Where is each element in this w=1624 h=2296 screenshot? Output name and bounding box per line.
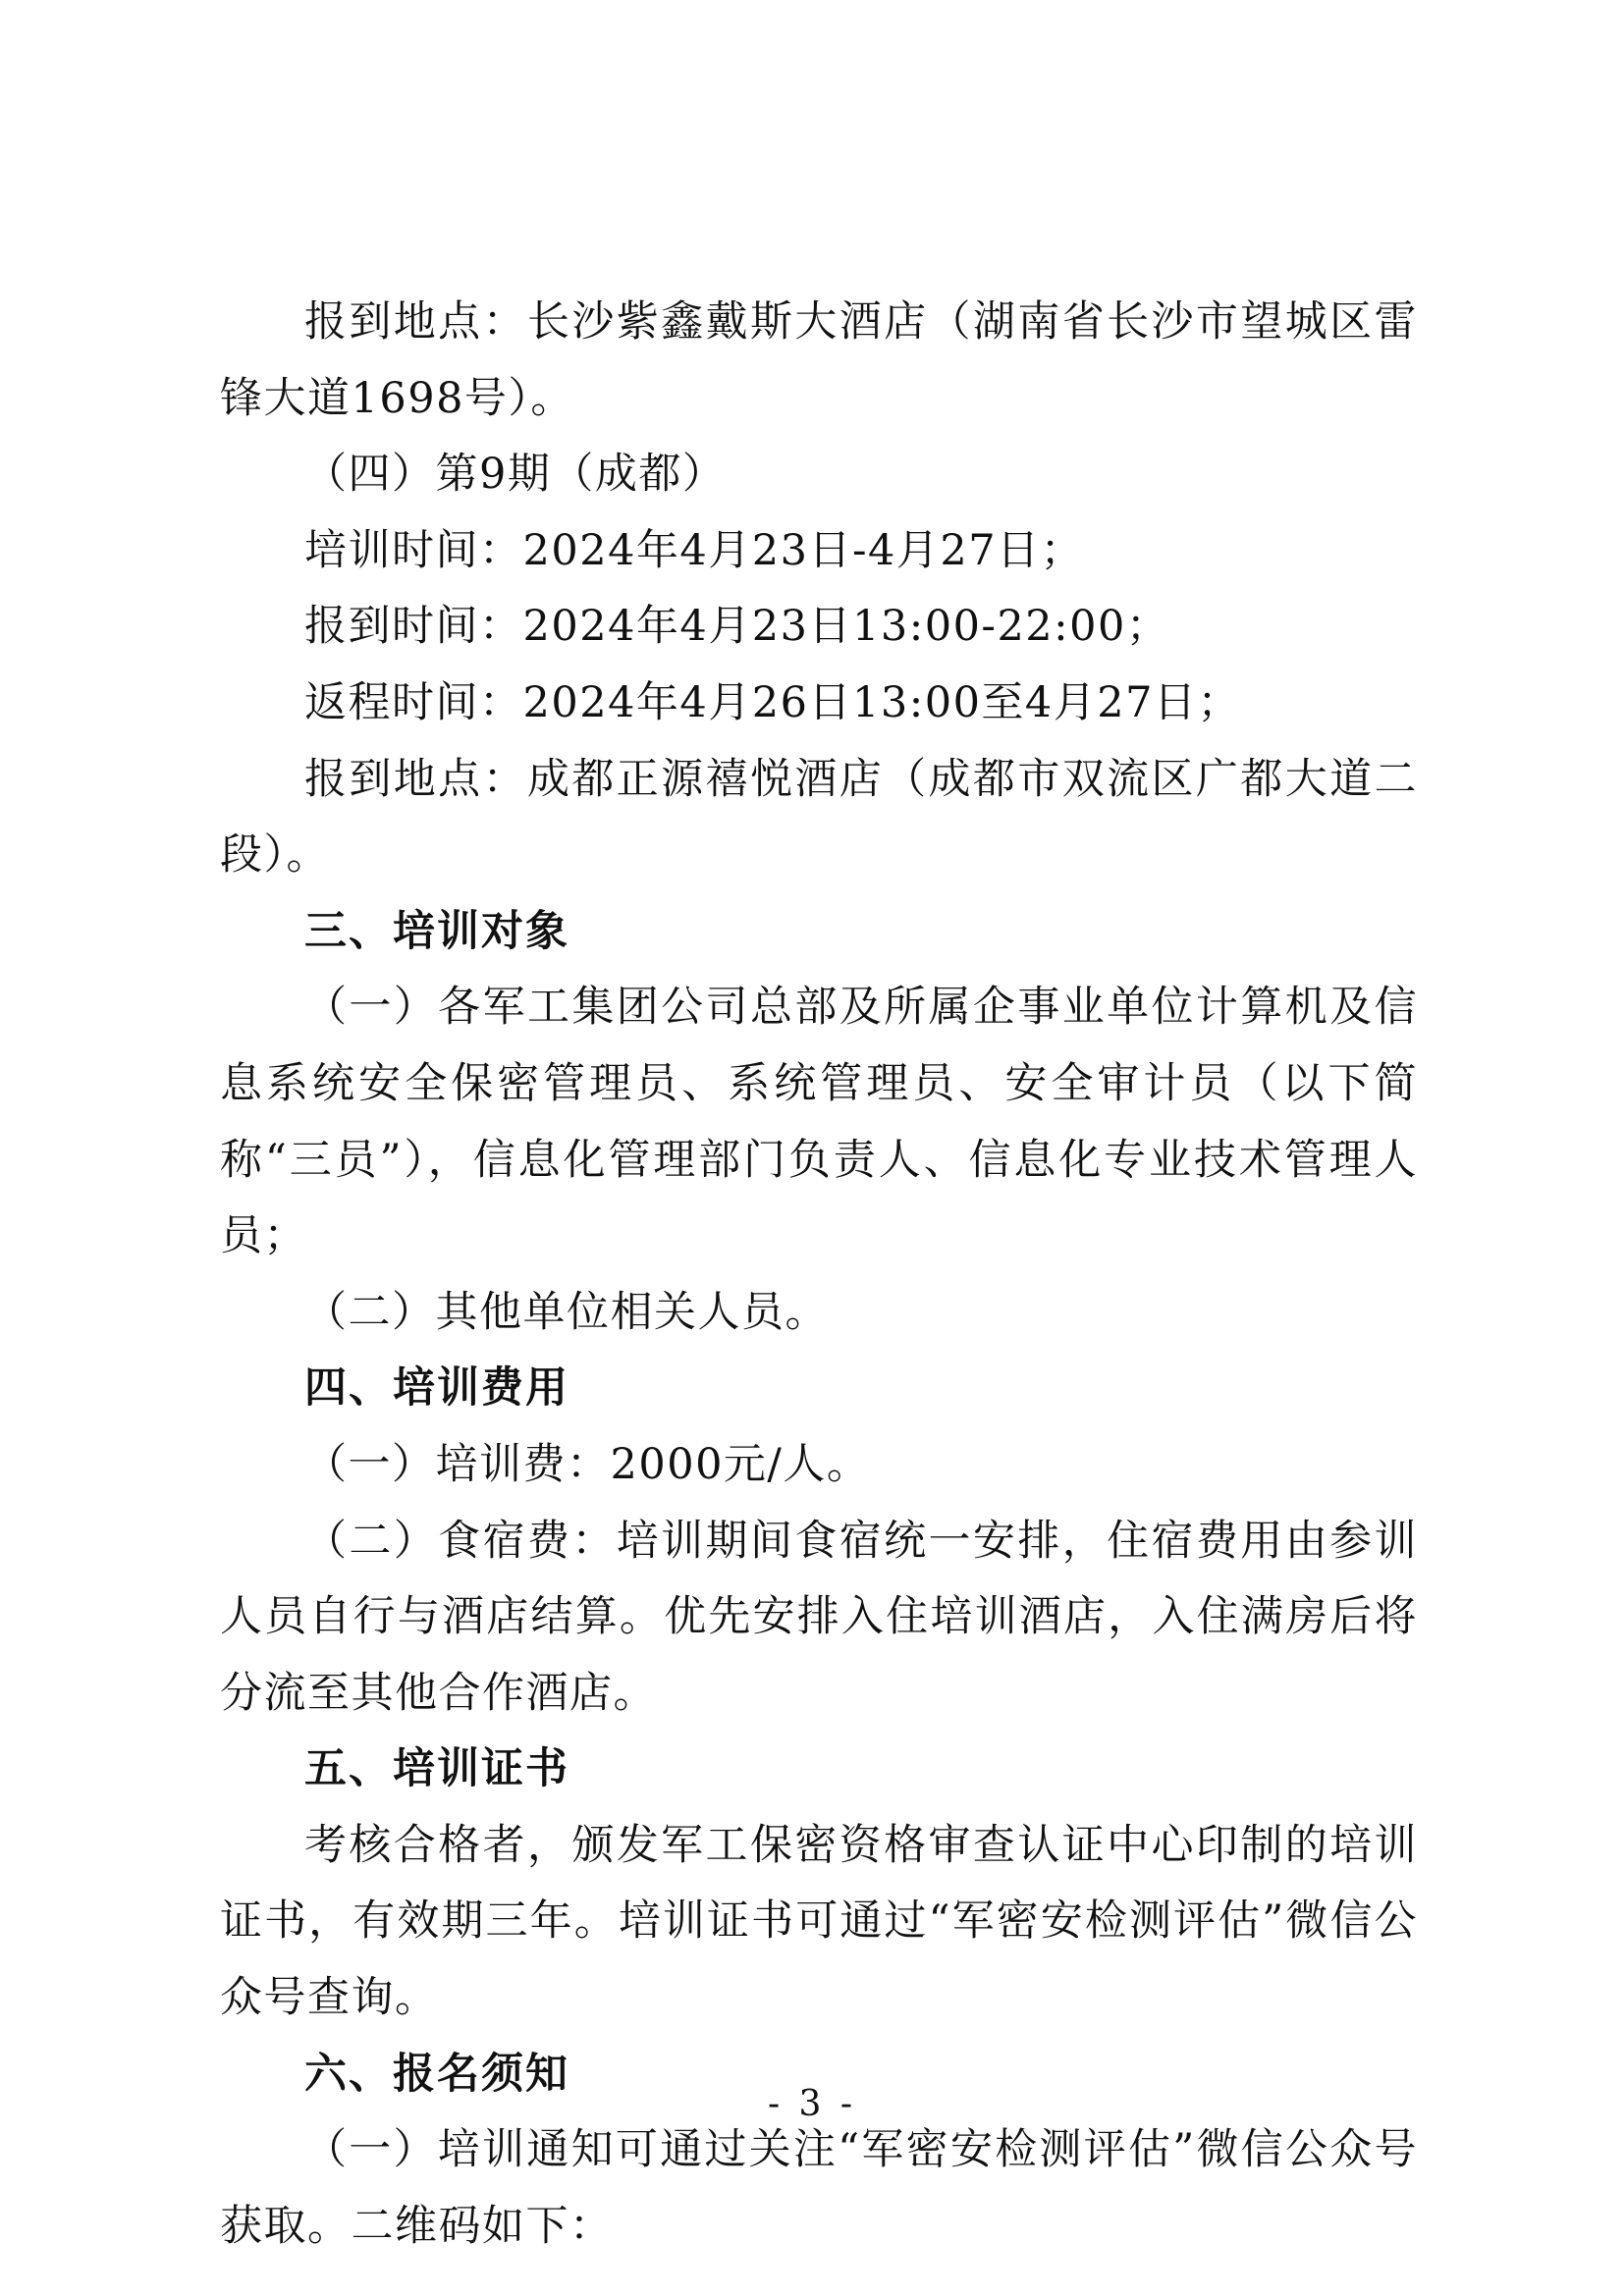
- document-body: [220, 285, 1418, 2265]
- paragraph-fee-lodging: （二）食宿费：培训期间食宿统一安排，住宿费用由参训人员自行与酒店结算。优先安排入住培训酒店，入住满房后将分流至其他合作酒店。: [220, 1516, 1418, 1718]
- paragraph-registration-time: 报到时间：2024年4月23日13:00-22:00；: [304, 602, 1170, 652]
- page-number: - 3 -: [767, 2084, 857, 2124]
- heading-training-fees: 四、培训费用: [304, 1363, 569, 1414]
- paragraph-targets-2: （二）其他单位相关人员。: [304, 1287, 829, 1337]
- heading-registration-notice: 六、报名须知: [304, 2049, 569, 2099]
- paragraph-fee-training: （一）培训费：2000元/人。: [304, 1439, 871, 1489]
- heading-training-targets: 三、培训对象: [304, 906, 569, 956]
- heading-training-certificate: 五、培训证书: [304, 1744, 569, 1794]
- paragraph-chengdu-location: 报到地点：成都正源禧悦酒店（成都市双流区广都大道二段）。: [220, 754, 1418, 881]
- paragraph-targets-1: （一）各军工集团公司总部及所属企事业单位计算机及信息系统安全保密管理员、系统管理员、安全审计员（以下简称“三员”），信息化管理部门负责人、信息化专业技术管理人员；: [220, 983, 1418, 1261]
- paragraph-session-9-title: （四）第9期（成都）: [304, 450, 727, 500]
- paragraph-return-time: 返程时间：2024年4月26日13:00至4月27日；: [304, 677, 1241, 727]
- paragraph-certificate: 考核合格者，颁发军工保密资格审查认证中心印制的培训证书，有效期三年。培训证书可通过“军密安检测评估”微信公众号查询。: [220, 1820, 1418, 2023]
- paragraph-training-time: 培训时间：2024年4月23日-4月27日；: [304, 525, 1085, 575]
- paragraph-notice-1: （一）培训通知可通过关注“军密安检测评估”微信公众号获取。二维码如下：: [220, 2125, 1418, 2251]
- paragraph-chengsha-location: 报到地点：长沙紫鑫戴斯大酒店（湖南省长沙市望城区雷锋大道1698号）。: [220, 297, 1418, 423]
